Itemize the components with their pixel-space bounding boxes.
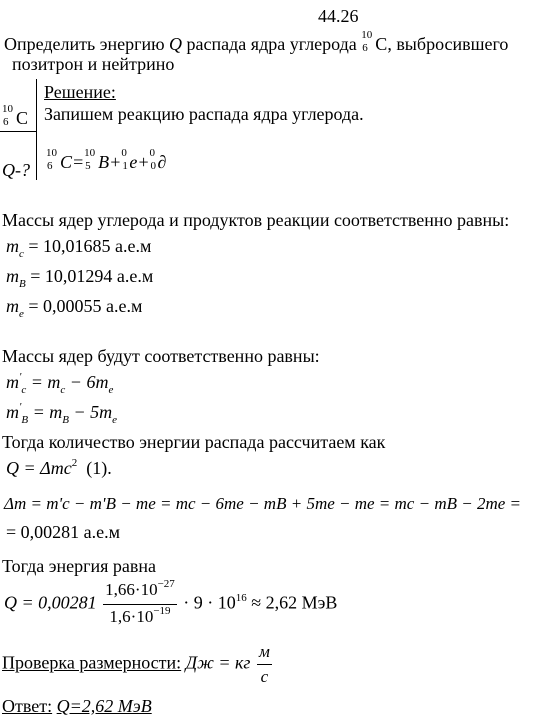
energy-calc-heading: Тогда количество энергии распада рассчитаем как [2, 432, 386, 452]
nuclide-symbol: C [375, 34, 388, 54]
mass-positron: $m_e = 0,00055$ а.е.м [6, 296, 143, 320]
reaction-equation: 10 6 C= 10 5 B+ 0 1 e+ 0 0 ∂ [46, 147, 167, 172]
mass-boron: $m_B = 10,01294$ а.е.м [6, 266, 154, 290]
problem-statement-line2: позитрон и нейтрино [12, 54, 175, 74]
energy-fraction: $\frac{1,66\cdot 10^{-27}}{1,6\cdot 10^{-19}}$ [105, 578, 175, 626]
masses-heading: Массы ядер углерода и продуктов реакции соответственно равны: [2, 210, 510, 230]
dimension-check: Проверка размерности: Дж = кг $\frac{м}{с}$ [2, 642, 270, 686]
statement-text: Определить энергию [4, 34, 165, 54]
problem-number: 44.26 [318, 6, 359, 26]
given-divider-horizontal [0, 131, 37, 132]
statement-text: распада ядра углерода [186, 34, 357, 54]
mass-defect-equation: Δm = m'c − m'B − me = mc − 6me − mB + 5me − me = mc − mB − 2me = [4, 494, 521, 513]
mass-carbon: $m_c = 10,01685$ а.е.м [6, 236, 152, 260]
solution-heading: Решение: [44, 82, 116, 102]
dimension-fraction: $\frac{м}{с}$ [258, 642, 270, 686]
nuclear-masses-heading: Массы ядер будут соответственно равны: [2, 346, 320, 366]
mass-defect-result: = 0,00281 а.е.м [6, 522, 121, 542]
final-energy-equation: Q = 0,00281 $\frac{1,66\cdot 10^{-27}}{1,6\cdot 10^{-19}}$ · $9 \cdot 10^{16} \approx 2,62$ МэВ [4, 580, 337, 629]
nuclear-mass-carbon: $m'_c = m_c - 6m_e$ [6, 371, 114, 396]
given-nuclide: 10 6 C [2, 103, 29, 128]
unknown-quantity: Q-? [2, 160, 30, 180]
answer: Ответ: Q=2,62 МэВ [2, 696, 152, 716]
energy-symbol: Q [169, 34, 183, 54]
final-energy-heading: Тогда энергия равна [2, 556, 157, 576]
statement-text: , выбросившего [387, 34, 509, 54]
given-divider-vertical [36, 79, 37, 180]
nuclide-notation: 10 6 [361, 29, 373, 54]
problem-statement-line1 [4, 29, 509, 54]
energy-formula: Q = Δmc$^2$ (1). [6, 457, 112, 478]
nuclear-mass-boron: $m'_B = m_B - 5m_e$ [6, 401, 118, 426]
solution-intro: Запишем реакцию распада ядра углерода. [44, 104, 364, 124]
